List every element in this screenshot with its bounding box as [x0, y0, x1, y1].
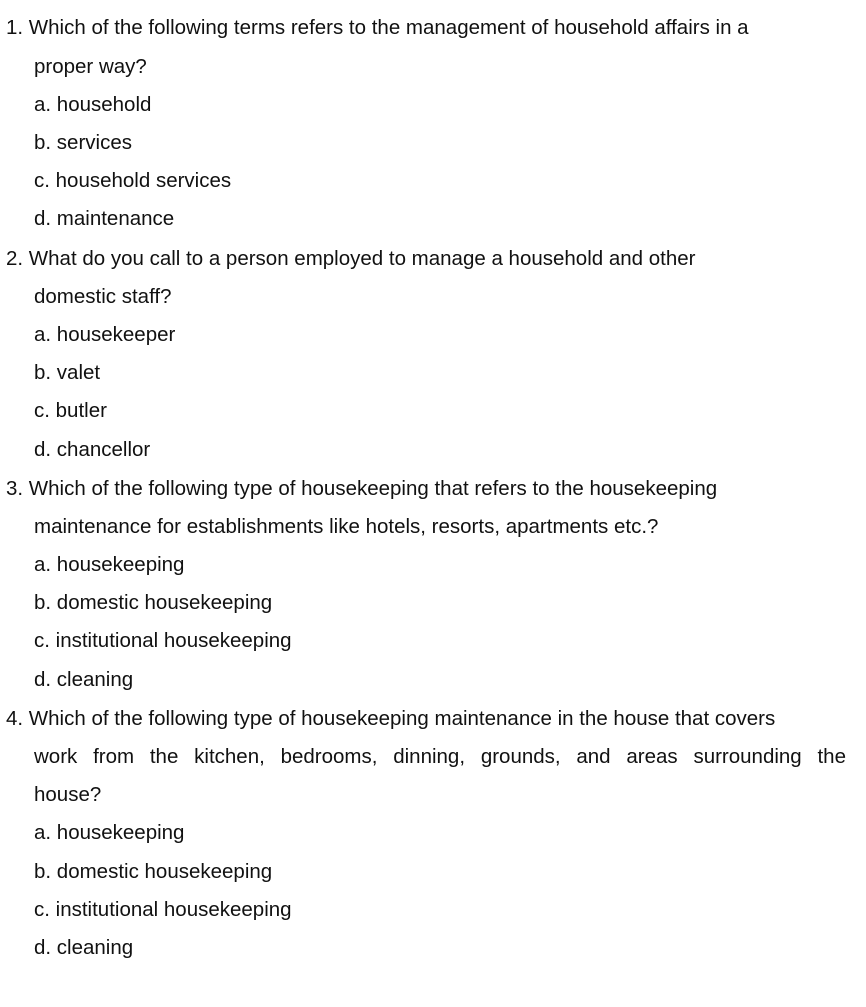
question-2-option-b: b. valet — [34, 361, 101, 384]
question-1-text: 1. Which of the following terms refers to the management of household affairs in a — [6, 16, 749, 39]
question-4-text-continued-2: house? — [34, 783, 102, 806]
question-2-option-c: c. butler — [34, 399, 107, 422]
question-4-option-a: a. housekeeping — [34, 821, 185, 844]
question-3-option-d: d. cleaning — [34, 668, 134, 691]
word: bedrooms, — [280, 745, 378, 768]
question-3-text: 3. Which of the following type of housekeeping that refers to the housekeeping — [6, 477, 718, 500]
question-4-text-continued — [34, 743, 846, 771]
word: grounds, — [480, 745, 561, 768]
question-1-option-d: d. maintenance — [34, 207, 175, 230]
word: work — [34, 745, 78, 768]
question-1-option-b: b. services — [34, 131, 132, 154]
question-4-option-d: d. cleaning — [34, 936, 134, 959]
question-4-option-c: c. institutional housekeeping — [34, 898, 292, 921]
word: kitchen, — [194, 745, 265, 768]
word: from — [93, 745, 135, 768]
question-4-option-b: b. domestic housekeeping — [34, 860, 273, 883]
question-3-text-continued: maintenance for establishments like hotels, resorts, apartments etc.? — [34, 515, 659, 538]
word: areas — [626, 745, 678, 768]
question-2-option-a: a. housekeeper — [34, 323, 176, 346]
word: and — [576, 745, 611, 768]
question-1-text-continued: proper way? — [34, 55, 147, 78]
question-2-text: 2. What do you call to a person employed to manage a household and other — [6, 247, 696, 270]
word: the — [149, 745, 179, 768]
question-3-option-b: b. domestic housekeeping — [34, 591, 273, 614]
question-3-option-a: a. housekeeping — [34, 553, 185, 576]
word: the — [817, 745, 846, 768]
question-1-option-a: a. household — [34, 93, 152, 116]
question-2-option-d: d. chancellor — [34, 438, 151, 461]
word: surrounding — [693, 745, 802, 768]
question-1-option-c: c. household services — [34, 169, 232, 192]
question-2-text-continued: domestic staff? — [34, 285, 172, 308]
question-4-text: 4. Which of the following type of housekeeping maintenance in the house that covers — [6, 707, 776, 730]
word: dinning, — [393, 745, 466, 768]
question-3-option-c: c. institutional housekeeping — [34, 629, 292, 652]
